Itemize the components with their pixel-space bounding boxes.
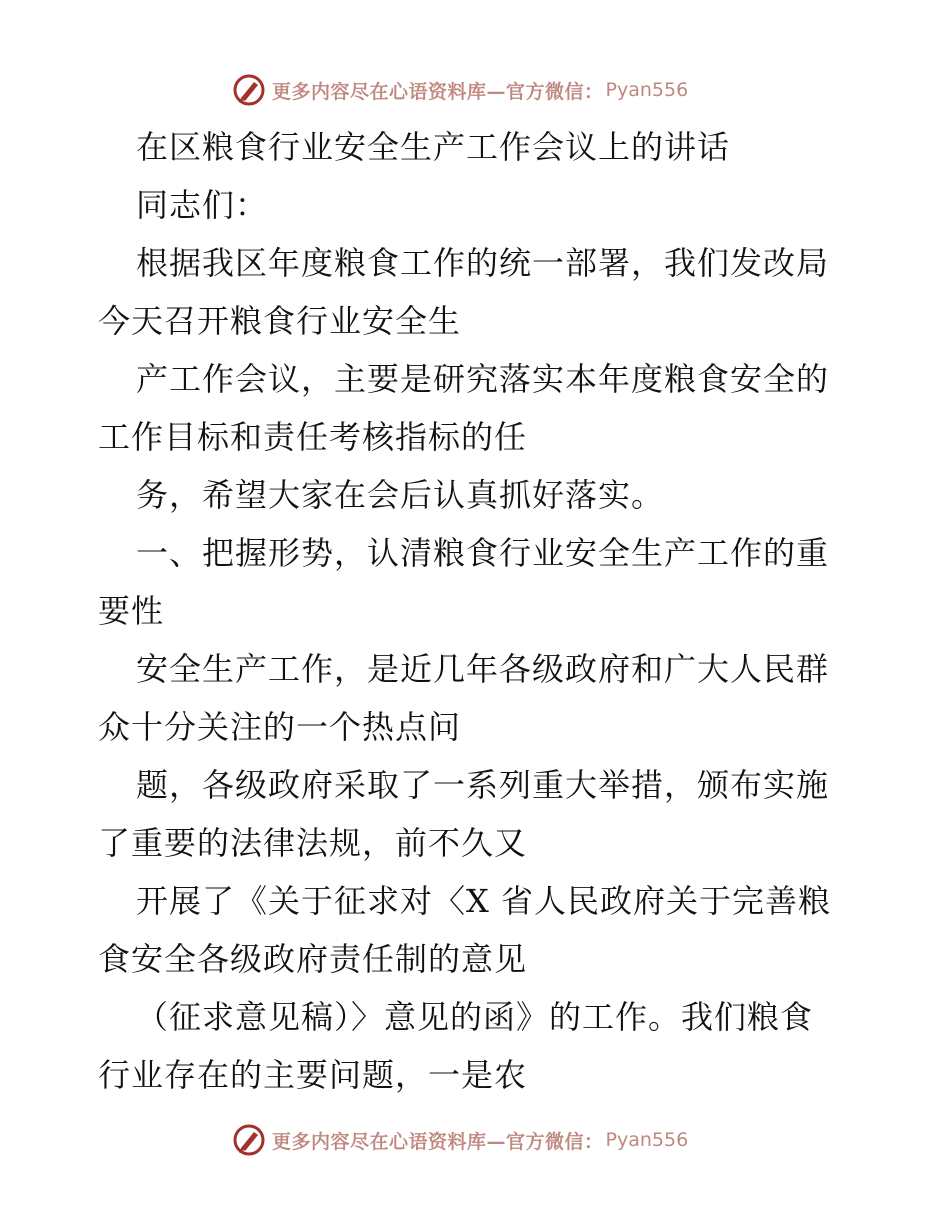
pen-logo-icon <box>232 1123 266 1157</box>
watermark-wechat-id: Pyan556 <box>605 1129 689 1151</box>
paragraph-line: 食安全各级政府责任制的意见 <box>98 940 528 978</box>
salutation: 同志们： <box>136 186 269 224</box>
paragraph-line: 今天召开粮食行业安全生 <box>98 302 462 340</box>
paragraph-line: （征求意见稿）〉意见的函》的工作。我们粮食 <box>136 998 814 1036</box>
paragraph-line: 产工作会议，主要是研究落实本年度粮食安全的 <box>136 360 830 398</box>
paragraph-line: 了重要的法律法规，前不久又 <box>98 824 528 862</box>
paragraph-line: 根据我区年度粮食工作的统一部署，我们发改局 <box>136 244 830 282</box>
footer-watermark <box>232 1122 688 1158</box>
document-body <box>98 118 858 1104</box>
paragraph-line: 务，希望大家在会后认真抓好落实。 <box>136 476 665 514</box>
paragraph-line: 众十分关注的一个热点问 <box>98 708 462 746</box>
paragraph-line: 开展了《关于征求对〈X 省人民政府关于完善粮 <box>136 882 831 920</box>
document-title: 在区粮食行业安全生产工作会议上的讲话 <box>136 128 731 166</box>
paragraph-line: 行业存在的主要问题，一是农 <box>98 1056 528 1094</box>
paragraph-line: 安全生产工作，是近几年各级政府和广大人民群 <box>136 650 830 688</box>
section-heading-continued: 要性 <box>98 592 165 630</box>
pen-logo-icon <box>232 73 266 107</box>
section-heading: 一、把握形势，认清粮食行业安全生产工作的重 <box>136 534 830 572</box>
header-watermark <box>232 72 688 108</box>
watermark-text: 更多内容尽在心语资料库—官方微信： <box>272 80 604 103</box>
paragraph-line: 题，各级政府采取了一系列重大举措，颁布实施 <box>136 766 830 804</box>
paragraph-line: 工作目标和责任考核指标的任 <box>98 418 528 456</box>
watermark-text: 更多内容尽在心语资料库—官方微信： <box>272 1130 604 1153</box>
watermark-wechat-id: Pyan556 <box>605 79 689 101</box>
